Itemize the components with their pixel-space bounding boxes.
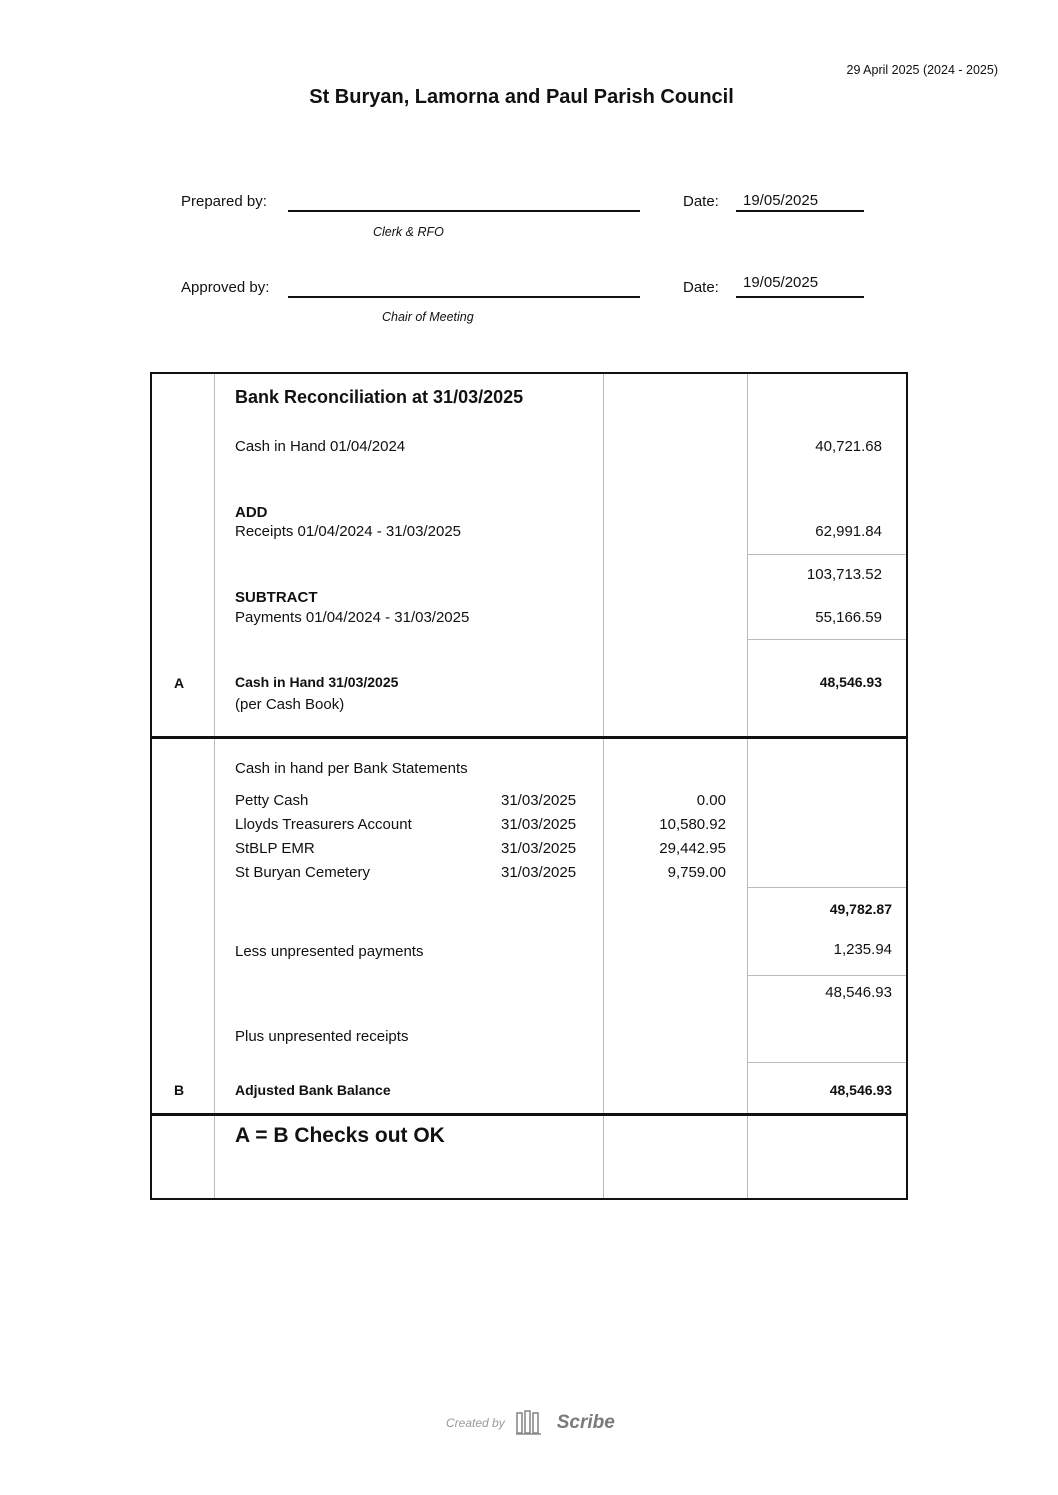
account-amount: 9,759.00 — [667, 864, 726, 881]
document-date: 29 April 2025 (2024 - 2025) — [846, 63, 998, 77]
less-unpresented-label: Less unpresented payments — [235, 943, 424, 960]
account-date: 31/03/2025 — [501, 840, 577, 857]
account-name: St Buryan Cemetery — [235, 864, 371, 881]
marker-b: B — [174, 1082, 185, 1098]
approved-by-label: Approved by: — [181, 279, 270, 296]
subtract-label: SUBTRACT — [235, 589, 318, 606]
account-date: 31/03/2025 — [501, 864, 577, 881]
subtotal-rule — [748, 887, 906, 888]
account-name: Petty Cash — [235, 792, 309, 809]
approved-date-value: 19/05/2025 — [743, 274, 819, 291]
approved-date-label: Date: — [683, 279, 719, 296]
adjusted-balance-value: 48,546.93 — [829, 1082, 892, 1098]
payments-value: 55,166.59 — [815, 609, 882, 626]
scribe-brand: Scribe — [556, 1412, 615, 1433]
bank-heading: Cash in hand per Bank Statements — [235, 760, 468, 777]
reconciliation-heading: Bank Reconciliation at 31/03/2025 — [235, 387, 524, 407]
column-divider — [747, 374, 748, 1198]
column-divider — [214, 374, 215, 1198]
account-amount: 0.00 — [696, 792, 726, 809]
cash-open-label: Cash in Hand 01/04/2024 — [235, 438, 406, 455]
cash-close-note: (per Cash Book) — [235, 696, 345, 713]
prepared-date-value: 19/05/2025 — [743, 192, 819, 209]
created-by-text: Created by — [446, 1416, 505, 1430]
account-name: StBLP EMR — [235, 840, 315, 857]
approved-role: Chair of Meeting — [382, 310, 474, 324]
scribe-watermark — [446, 1410, 615, 1436]
cash-close-label: Cash in Hand 31/03/2025 — [235, 674, 399, 690]
plus-unpresented-label: Plus unpresented receipts — [235, 1028, 409, 1045]
section-divider — [152, 1113, 906, 1116]
add-label: ADD — [235, 504, 268, 521]
check-result: A = B Checks out OK — [235, 1124, 445, 1147]
page-title: St Buryan, Lamorna and Paul Parish Council — [309, 86, 734, 108]
prepared-date-line[interactable] — [736, 210, 864, 212]
receipts-value: 62,991.84 — [815, 523, 882, 540]
receipts-label: Receipts 01/04/2024 - 31/03/2025 — [235, 523, 462, 540]
approved-date-line[interactable] — [736, 296, 864, 298]
less-unpresented-value: 1,235.94 — [833, 941, 892, 958]
prepared-date-label: Date: — [683, 193, 719, 210]
after-less-value: 48,546.93 — [825, 984, 892, 1001]
prepared-by-label: Prepared by: — [181, 193, 267, 210]
account-date: 31/03/2025 — [501, 816, 577, 833]
section-divider — [152, 736, 906, 739]
prepared-role: Clerk & RFO — [373, 225, 444, 239]
cash-close-value: 48,546.93 — [819, 674, 882, 690]
subtotal-rule — [748, 639, 906, 640]
column-divider — [603, 374, 604, 1198]
reconciliation-table — [150, 372, 908, 1200]
account-name: Lloyds Treasurers Account — [235, 816, 412, 833]
subtotal-value: 103,713.52 — [806, 566, 882, 583]
payments-label: Payments 01/04/2024 - 31/03/2025 — [235, 609, 470, 626]
accounts-total: 49,782.87 — [829, 901, 892, 917]
approved-signature-line[interactable] — [288, 296, 640, 298]
prepared-signature-line[interactable] — [288, 210, 640, 212]
marker-a: A — [174, 675, 185, 691]
subtotal-rule — [748, 1062, 906, 1063]
account-date: 31/03/2025 — [501, 792, 577, 809]
subtotal-rule — [748, 554, 906, 555]
subtotal-rule — [748, 975, 906, 976]
account-amount: 10,580.92 — [659, 816, 726, 833]
account-amount: 29,442.95 — [659, 840, 726, 857]
adjusted-balance-label: Adjusted Bank Balance — [235, 1082, 391, 1098]
cash-open-value: 40,721.68 — [815, 438, 882, 455]
scribe-logo-icon — [515, 1410, 547, 1436]
